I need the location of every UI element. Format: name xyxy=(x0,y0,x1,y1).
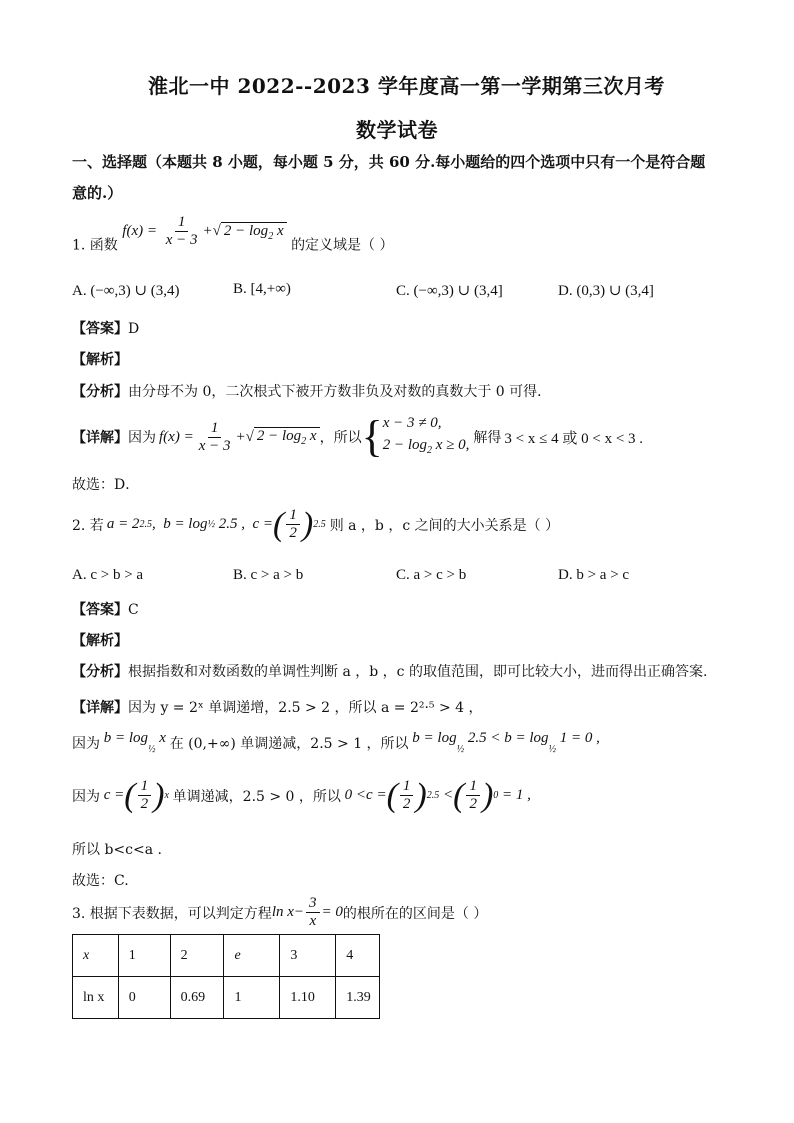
q2-detail-line3 xyxy=(72,778,531,813)
answer-value: C xyxy=(128,602,139,618)
q2-line2-formula1: $b = \log_{\frac{1}{2}} x$ xyxy=(100,730,170,755)
detail-text-a: 因为 xyxy=(128,430,156,446)
detail-line2a: 因为 xyxy=(72,735,100,752)
q2-option-d: D. b > a > c xyxy=(558,567,630,583)
table-cell: 2 xyxy=(170,935,224,977)
answer-value: D xyxy=(128,321,140,337)
q1-fenxi xyxy=(72,381,551,401)
q2-line3-formula2: 0 < c = ( $\frac{1}{2}$ ) 2.5 < ( $\frac{1}{2}$ ) 0 = 1 , xyxy=(344,776,531,814)
q1-suffix: 的定义域是（ ） xyxy=(291,237,394,254)
page-subtitle: 数学试卷 xyxy=(356,118,438,142)
q1-option-c: C. (−∞,3) ∪ (3,4] xyxy=(396,283,503,299)
answer-tag: 【答案】 xyxy=(72,602,128,618)
q1-conclusion: 故选：D． xyxy=(72,477,140,493)
detail-text-b: ，所以 xyxy=(319,430,362,446)
fenxi-text: 由分母不为 0，二次根式下被开方数非负及对数的真数大于 0 可得． xyxy=(128,384,552,400)
q2-line2-formula2: $b = \log_{\frac{1}{2}} 2.5 < b = \log_{\frac{1}{2}} 1 = 0$ , xyxy=(408,730,600,755)
detail-text-c: 解得 xyxy=(473,430,502,446)
q2-option-b: B. c > a > b xyxy=(233,567,304,583)
detail-line2b: 在 (0,+∞) 单调递减，2.5 > 1 ，所以 xyxy=(169,735,409,752)
q1-answer xyxy=(72,318,139,338)
detail-line1: 因为 y = 2ˣ 单调递增，2.5 > 2 ，所以 a = 2²·⁵ > 4 ， xyxy=(128,700,483,716)
q1-option-b: B. [4,+∞) xyxy=(233,281,291,297)
answer-tag: 【答案】 xyxy=(72,321,128,337)
table-cell: e xyxy=(224,935,280,977)
q2-option-c: C. a > c > b xyxy=(396,567,467,583)
q2-mid: 则 a ，b ，c 之间的大小关系是（ ） xyxy=(329,517,560,534)
section-heading-cont: 意的.） xyxy=(72,184,123,202)
q1-system: { x − 3 ≠ 0, $2 - \log_2 x \ge 0$, xyxy=(361,412,470,461)
table-row xyxy=(73,935,380,977)
q1-prefix: 1. 函数 xyxy=(72,237,118,254)
q3-stem xyxy=(72,895,487,930)
table-cell: x xyxy=(73,935,119,977)
table-cell: 4 xyxy=(336,935,380,977)
q1-detail xyxy=(72,412,643,462)
q2-fenxi xyxy=(72,661,707,681)
fenxi-text: 根据指数和对数函数的单调性判断 a ，b ，c 的取值范围，即可比较大小，进而得出正确答案. xyxy=(128,664,708,680)
detail-line3a: 因为 xyxy=(72,788,100,805)
table-cell: ln x xyxy=(73,977,119,1019)
table-cell: 3 xyxy=(280,935,336,977)
table-cell: 1.10 xyxy=(280,977,336,1019)
q1-formula: f(x) = $\frac{1}{x - 3}$ +√ $2 - \log_2 x$ xyxy=(122,214,286,249)
q2-option-a: A. c > b > a xyxy=(72,567,144,583)
q1-stem xyxy=(72,214,394,255)
q1-option-a: A. (−∞,3) ∪ (3,4) xyxy=(72,283,180,299)
q3-formula: ln x − $\frac{3}{x}$ = 0 xyxy=(271,895,343,929)
q1-analysis-tag: 【解析】 xyxy=(72,352,128,368)
table-row xyxy=(73,977,380,1019)
table-cell: 1.39 xyxy=(336,977,380,1019)
q1-option-d: D. (0,3) ∪ (3,4] xyxy=(558,283,654,299)
page-title: 淮北一中 2022--2023 学年度高一第一学期第三次月考 xyxy=(148,74,665,98)
detail-line3b: 单调递减，2.5 > 0 ，所以 xyxy=(172,788,341,805)
table-cell: 1 xyxy=(224,977,280,1019)
q2-prefix: 2. 若 xyxy=(72,517,104,534)
q2-detail-line2 xyxy=(72,730,600,755)
q2-analysis-tag: 【解析】 xyxy=(72,633,128,649)
detail-tag: 【详解】 xyxy=(72,430,128,446)
q2-conclusion: 故选：C. xyxy=(72,873,129,889)
q2-formula: a = 2 2.5 , b = log ½ 2.5 , c = ( $\frac{1}{2}$ ) 2.5 xyxy=(106,505,326,543)
q3-prefix: 3. 根据下表数据，可以判定方程 xyxy=(72,905,272,922)
q2-detail-line4: 所以 b<c<a . xyxy=(72,842,162,858)
table-cell: 0.69 xyxy=(170,977,224,1019)
detail-tag: 【详解】 xyxy=(72,700,128,716)
fenxi-tag: 【分析】 xyxy=(72,384,128,400)
q1-detail-formula: f ( x ) = $\frac{1}{x - 3}$ + √ $2 - \log_2 x$ xyxy=(159,420,320,455)
q2-answer xyxy=(72,599,139,619)
q2-line3-formula1: c = ( $\frac{1}{2}$ ) x xyxy=(100,776,169,814)
table-cell: 1 xyxy=(118,935,170,977)
table-cell: 0 xyxy=(118,977,170,1019)
q3-table xyxy=(72,934,380,1019)
detail-text-d: 3 < x ≤ 4 或 0 < x < 3 . xyxy=(504,430,644,447)
section-heading: 一、选择题（本题共 8 小题，每小题 5 分，共 60 分.每小题给的四个选项中只有一个是符合题 xyxy=(72,153,706,171)
q2-detail-line1 xyxy=(72,697,483,717)
fenxi-tag: 【分析】 xyxy=(72,664,128,680)
q3-suffix: 的根所在的区间是（ ） xyxy=(342,905,488,922)
q2-stem xyxy=(72,507,559,542)
